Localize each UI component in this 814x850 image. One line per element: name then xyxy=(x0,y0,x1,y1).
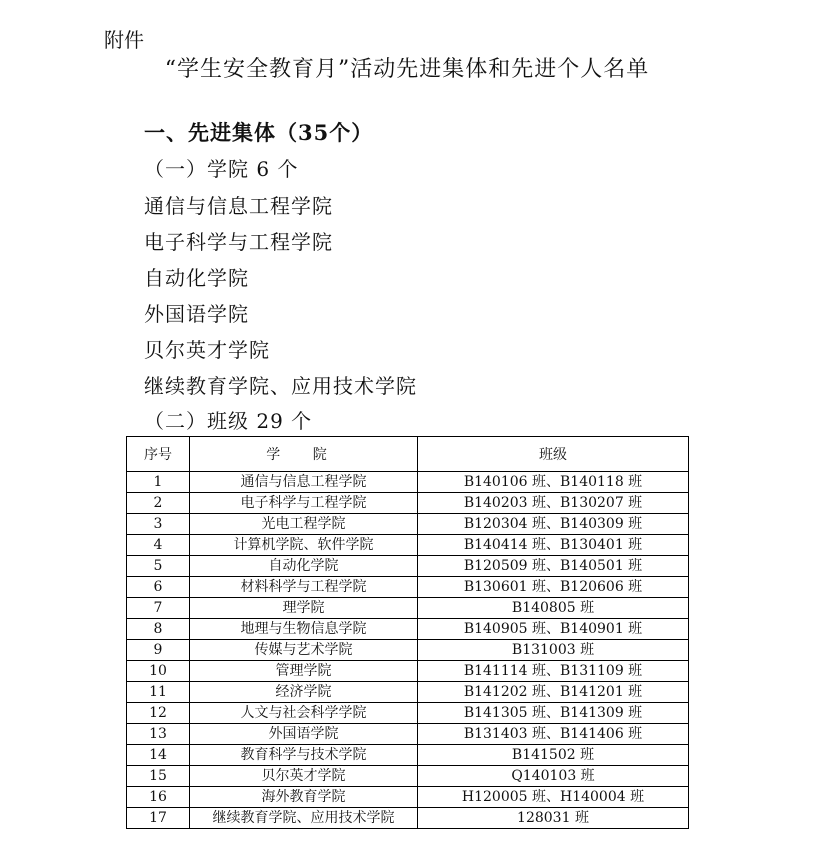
table-row xyxy=(127,640,689,661)
table-row xyxy=(127,745,689,766)
row-number-cell: 10 xyxy=(127,661,190,682)
college-list xyxy=(144,190,417,406)
table-header-row xyxy=(127,437,689,472)
table-row xyxy=(127,682,689,703)
table-body xyxy=(127,472,689,829)
row-number-cell: 1 xyxy=(127,472,190,493)
row-number-cell: 7 xyxy=(127,598,190,619)
row-college-cell: 理学院 xyxy=(190,598,418,619)
row-number-cell: 13 xyxy=(127,724,190,745)
row-class-cell: B141502 班 xyxy=(418,745,689,766)
row-college-cell: 经济学院 xyxy=(190,682,418,703)
row-class-cell: Q140103 班 xyxy=(418,766,689,787)
table-row xyxy=(127,703,689,724)
row-college-cell: 传媒与艺术学院 xyxy=(190,640,418,661)
header-college: 学 院 xyxy=(190,437,418,472)
college-item: 电子科学与工程学院 xyxy=(144,230,333,254)
row-college-cell: 光电工程学院 xyxy=(190,514,418,535)
row-class-cell: B140805 班 xyxy=(418,598,689,619)
row-college-cell: 继续教育学院、应用技术学院 xyxy=(190,808,418,829)
table-row xyxy=(127,535,689,556)
row-class-cell: B140203 班、B130207 班 xyxy=(418,493,689,514)
row-class-cell: 128031 班 xyxy=(418,808,689,829)
row-college-cell: 外国语学院 xyxy=(190,724,418,745)
row-number-cell: 17 xyxy=(127,808,190,829)
attachment-label: 附件 xyxy=(104,28,144,52)
row-number-cell: 6 xyxy=(127,577,190,598)
row-class-cell: B141114 班、B131109 班 xyxy=(418,661,689,682)
row-college-cell: 地理与生物信息学院 xyxy=(190,619,418,640)
row-number-cell: 2 xyxy=(127,493,190,514)
row-class-cell: B130601 班、B120606 班 xyxy=(418,577,689,598)
row-college-cell: 管理学院 xyxy=(190,661,418,682)
row-college-cell: 计算机学院、软件学院 xyxy=(190,535,418,556)
row-college-cell: 教育科学与技术学院 xyxy=(190,745,418,766)
classes-table xyxy=(126,436,689,829)
document-title: “学生安全教育月”活动先进集体和先进个人名单 xyxy=(164,57,650,82)
row-number-cell: 3 xyxy=(127,514,190,535)
table-row xyxy=(127,724,689,745)
row-class-cell: B141305 班、B141309 班 xyxy=(418,703,689,724)
college-item: 自动化学院 xyxy=(144,266,249,290)
table-row xyxy=(127,619,689,640)
table-row xyxy=(127,493,689,514)
row-number-cell: 8 xyxy=(127,619,190,640)
table-row xyxy=(127,808,689,829)
row-college-cell: 电子科学与工程学院 xyxy=(190,493,418,514)
row-class-cell: B141202 班、B141201 班 xyxy=(418,682,689,703)
row-number-cell: 16 xyxy=(127,787,190,808)
row-class-cell: B140905 班、B140901 班 xyxy=(418,619,689,640)
table-row xyxy=(127,598,689,619)
row-number-cell: 14 xyxy=(127,745,190,766)
row-number-cell: 9 xyxy=(127,640,190,661)
row-class-cell: B120509 班、B140501 班 xyxy=(418,556,689,577)
row-class-cell: H120005 班、H140004 班 xyxy=(418,787,689,808)
table-row xyxy=(127,661,689,682)
table-row xyxy=(127,514,689,535)
row-college-cell: 通信与信息工程学院 xyxy=(190,472,418,493)
table-row xyxy=(127,556,689,577)
header-number: 序号 xyxy=(127,437,190,472)
row-college-cell: 材料科学与工程学院 xyxy=(190,577,418,598)
section-heading-advanced-collectives: 一、先进集体（35个） xyxy=(144,120,374,145)
row-number-cell: 12 xyxy=(127,703,190,724)
college-item: 贝尔英才学院 xyxy=(144,338,270,362)
table-row xyxy=(127,472,689,493)
subheading-colleges: （一）学院 6 个 xyxy=(144,157,299,181)
row-college-cell: 贝尔英才学院 xyxy=(190,766,418,787)
college-item: 继续教育学院、应用技术学院 xyxy=(144,374,417,398)
college-item: 外国语学院 xyxy=(144,302,249,326)
row-class-cell: B131403 班、B141406 班 xyxy=(418,724,689,745)
row-college-cell: 海外教育学院 xyxy=(190,787,418,808)
table-row xyxy=(127,577,689,598)
subheading-classes: （二）班级 29 个 xyxy=(144,409,313,433)
row-number-cell: 11 xyxy=(127,682,190,703)
header-class: 班级 xyxy=(418,437,689,472)
row-number-cell: 15 xyxy=(127,766,190,787)
row-class-cell: B140414 班、B130401 班 xyxy=(418,535,689,556)
college-item: 通信与信息工程学院 xyxy=(144,194,333,218)
row-number-cell: 5 xyxy=(127,556,190,577)
row-number-cell: 4 xyxy=(127,535,190,556)
table-row xyxy=(127,766,689,787)
row-college-cell: 自动化学院 xyxy=(190,556,418,577)
table-row xyxy=(127,787,689,808)
row-class-cell: B120304 班、B140309 班 xyxy=(418,514,689,535)
row-class-cell: B140106 班、B140118 班 xyxy=(418,472,689,493)
row-college-cell: 人文与社会科学学院 xyxy=(190,703,418,724)
row-class-cell: B131003 班 xyxy=(418,640,689,661)
